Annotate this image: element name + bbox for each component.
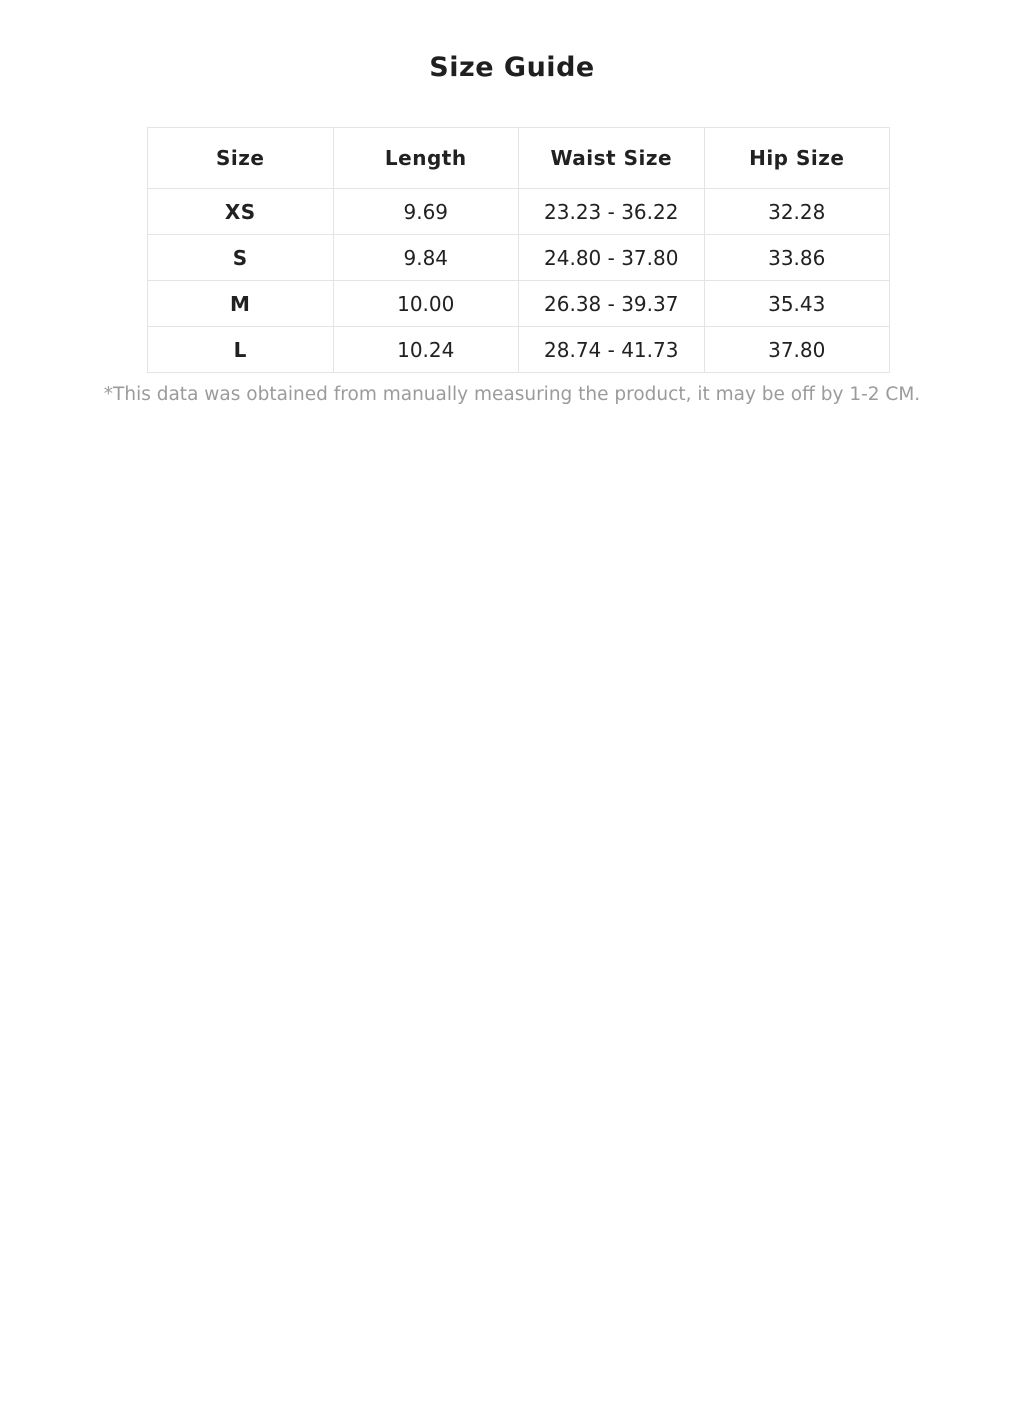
page-title: Size Guide (429, 52, 595, 83)
column-header-size: Size (148, 128, 334, 189)
header-row (148, 128, 890, 189)
measurement-disclaimer: *This data was obtained from manually measuring the product, it may be off by 1-2 CM. (103, 384, 921, 405)
length-value: 10.24 (333, 327, 519, 373)
column-header-hip-size: Hip Size (704, 128, 890, 189)
hip-size-value: 33.86 (704, 235, 890, 281)
hip-size-value: 32.28 (704, 189, 890, 235)
hip-size-value: 35.43 (704, 281, 890, 327)
column-header-waist-size: Waist Size (519, 128, 705, 189)
size-label: L (148, 327, 334, 373)
table-row (148, 327, 890, 373)
waist-size-value: 28.74 - 41.73 (519, 327, 705, 373)
table-row (148, 281, 890, 327)
length-value: 9.69 (333, 189, 519, 235)
hip-size-value: 37.80 (704, 327, 890, 373)
size-label: XS (148, 189, 334, 235)
length-value: 9.84 (333, 235, 519, 281)
table-row (148, 235, 890, 281)
size-label: M (148, 281, 334, 327)
size-guide-table-body (148, 189, 890, 373)
size-guide-table-header (148, 128, 890, 189)
table-row (148, 189, 890, 235)
column-header-length: Length (333, 128, 519, 189)
length-value: 10.00 (333, 281, 519, 327)
waist-size-value: 23.23 - 36.22 (519, 189, 705, 235)
waist-size-value: 26.38 - 39.37 (519, 281, 705, 327)
waist-size-value: 24.80 - 37.80 (519, 235, 705, 281)
size-guide-table (147, 127, 890, 373)
size-label: S (148, 235, 334, 281)
